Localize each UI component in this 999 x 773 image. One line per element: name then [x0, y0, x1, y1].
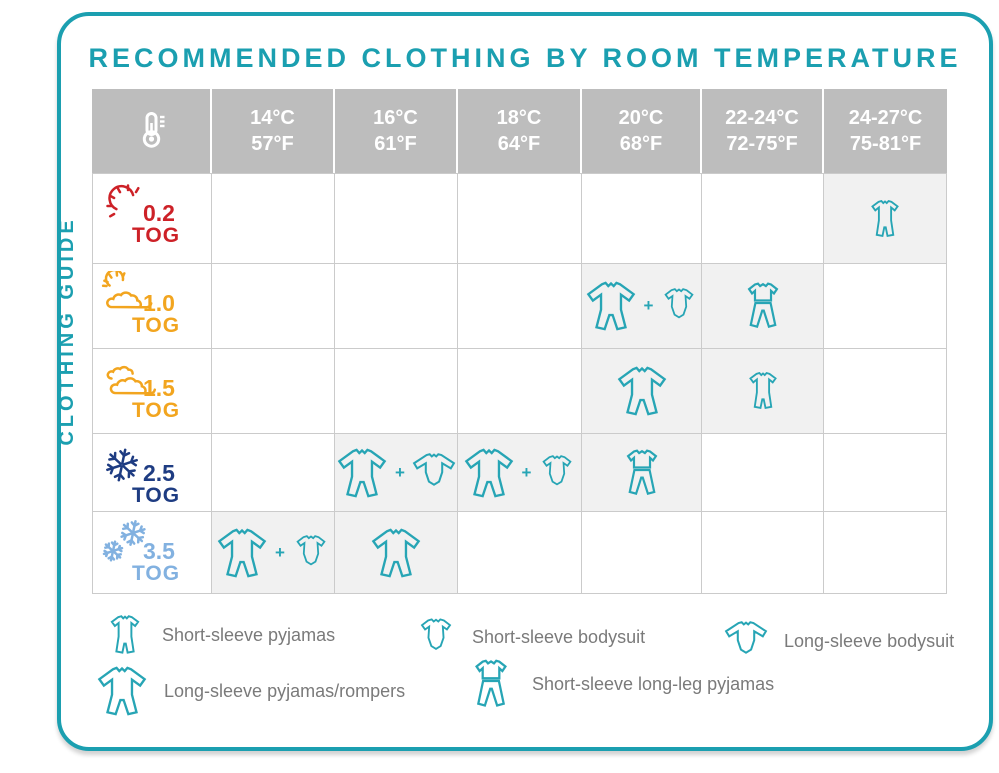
temp-fahrenheit: 68°F	[619, 133, 663, 155]
tog-word: TOG	[131, 484, 181, 507]
short-sleeve-long-leg-pyjamas-icon	[463, 656, 519, 712]
long-sleeve-pyjamas-icon	[460, 444, 518, 502]
legend-item-short-sleeve-bodysuit	[413, 614, 645, 660]
cell-0.2tog-col4	[582, 173, 702, 264]
tog-0.2-label-cell	[92, 173, 212, 264]
cell-0.2tog-col5	[702, 173, 824, 264]
tog-value: 3.5	[143, 538, 175, 564]
cell-0.2tog-col3	[458, 173, 582, 264]
tog-value: 1.0	[143, 290, 175, 316]
cell-1.0tog-col5	[702, 264, 824, 349]
clothing-guide-card	[57, 12, 993, 751]
cell-3.5tog-col4	[582, 512, 702, 594]
tog-1.0-label-cell	[92, 264, 212, 349]
long-sleeve-bodysuit-icon	[409, 448, 459, 498]
cell-1.0tog-col3	[458, 264, 582, 349]
legend-item-short-sleeve-long-leg-pyjamas	[463, 656, 774, 712]
long-sleeve-pyjamas-icon	[613, 362, 671, 420]
cell-2.5tog-col2	[335, 434, 458, 512]
thermometer-icon	[130, 109, 172, 153]
plus-separator: +	[395, 462, 405, 482]
long-sleeve-pyjamas-icon	[213, 524, 271, 582]
tog-word: TOG	[131, 314, 181, 337]
page-title: RECOMMENDED CLOTHING BY ROOM TEMPERATURE	[88, 43, 962, 73]
temperature-clothing-table	[92, 89, 947, 594]
cell-1.5tog-col1	[212, 349, 335, 434]
short-sleeve-pyjamas-icon	[101, 611, 149, 659]
legend-label: Short-sleeve bodysuit	[472, 626, 646, 647]
cell-0.2tog-col1	[212, 173, 335, 264]
header-temp-1	[212, 89, 335, 173]
temp-celsius: 16°C	[373, 107, 418, 129]
cell-3.5tog-col3	[458, 512, 582, 594]
plus-separator: +	[521, 462, 532, 482]
cell-1.0tog-col2	[335, 264, 458, 349]
cell-0.2tog-col2	[335, 173, 458, 264]
header-temp-3	[458, 89, 582, 173]
cell-0.2tog-col6	[824, 173, 947, 264]
long-sleeve-pyjamas-icon	[582, 277, 640, 335]
short-sleeve-bodysuit-icon	[535, 451, 579, 495]
header-temp-4	[582, 89, 702, 173]
temp-celsius: 20°C	[618, 107, 664, 129]
temp-celsius: 24-27°C	[848, 107, 923, 129]
short-sleeve-long-leg-pyjamas-icon	[736, 279, 790, 333]
tog-value: 0.2	[143, 200, 175, 226]
tog-value: 1.5	[143, 375, 175, 401]
cell-2.5tog-col4	[582, 434, 702, 512]
long-sleeve-pyjamas-icon	[333, 444, 391, 502]
long-sleeve-pyjamas-icon	[367, 524, 425, 582]
cell-2.5tog-col6	[824, 434, 947, 512]
tog-2.5-label-cell	[92, 434, 212, 512]
legend-label: Long-sleeve pyjamas/rompers	[164, 680, 406, 701]
tog-3.5-label-cell	[92, 512, 212, 594]
temp-fahrenheit: 64°F	[497, 133, 541, 155]
legend-label: Short-sleeve pyjamas	[162, 624, 336, 645]
cell-3.5tog-col1	[212, 512, 335, 594]
tog-word: TOG	[131, 562, 181, 585]
cell-3.5tog-col5	[702, 512, 824, 594]
legend-item-long-sleeve-pyjamas	[93, 662, 405, 720]
cell-1.0tog-col1	[212, 264, 335, 349]
temp-fahrenheit: 61°F	[374, 133, 417, 155]
short-sleeve-bodysuit-icon	[413, 614, 459, 660]
tog-value: 2.5	[143, 460, 175, 486]
cell-3.5tog-col6	[824, 512, 947, 594]
header-temp-2	[335, 89, 458, 173]
cell-2.5tog-col1	[212, 434, 335, 512]
header-thermometer-cell	[92, 89, 212, 173]
temp-celsius: 14°C	[250, 107, 295, 129]
cell-1.5tog-col4	[582, 349, 702, 434]
temp-celsius: 22-24°C	[725, 107, 799, 129]
cell-2.5tog-col5	[702, 434, 824, 512]
plus-separator: +	[275, 542, 285, 562]
temp-fahrenheit: 57°F	[251, 133, 294, 155]
short-sleeve-bodysuit-icon	[657, 284, 701, 328]
legend-label: Long-sleeve bodysuit	[784, 630, 955, 651]
long-sleeve-pyjamas-icon	[93, 662, 151, 720]
short-sleeve-bodysuit-icon	[289, 531, 333, 575]
cell-1.0tog-col6	[824, 264, 947, 349]
legend-label: Short-sleeve long-leg pyjamas	[532, 673, 775, 694]
short-sleeve-pyjamas-icon	[862, 196, 908, 242]
cell-1.5tog-col6	[824, 349, 947, 434]
temp-fahrenheit: 75-81°F	[849, 133, 922, 155]
temp-celsius: 18°C	[496, 107, 542, 129]
cell-1.5tog-col2	[335, 349, 458, 434]
plus-separator: +	[643, 296, 654, 315]
cell-1.0tog-col4	[582, 264, 702, 349]
short-sleeve-pyjamas-icon	[740, 368, 786, 414]
legend-item-short-sleeve-pyjamas	[101, 611, 335, 659]
cell-1.5tog-col5	[702, 349, 824, 434]
tog-word: TOG	[131, 399, 181, 422]
tog-1.5-label-cell	[92, 349, 212, 434]
header-temp-5	[702, 89, 824, 173]
cell-3.5tog-col2	[335, 512, 458, 594]
clothing-guide-vertical-label: CLOTHING GUIDE	[56, 216, 78, 446]
tog-word: TOG	[131, 224, 181, 247]
cell-2.5tog-col3	[458, 434, 582, 512]
header-temp-6	[824, 89, 947, 173]
snowflake-icon	[101, 441, 149, 489]
short-sleeve-long-leg-pyjamas-icon	[615, 446, 669, 500]
cell-1.5tog-col3	[458, 349, 582, 434]
temp-fahrenheit: 72-75°F	[726, 133, 798, 155]
